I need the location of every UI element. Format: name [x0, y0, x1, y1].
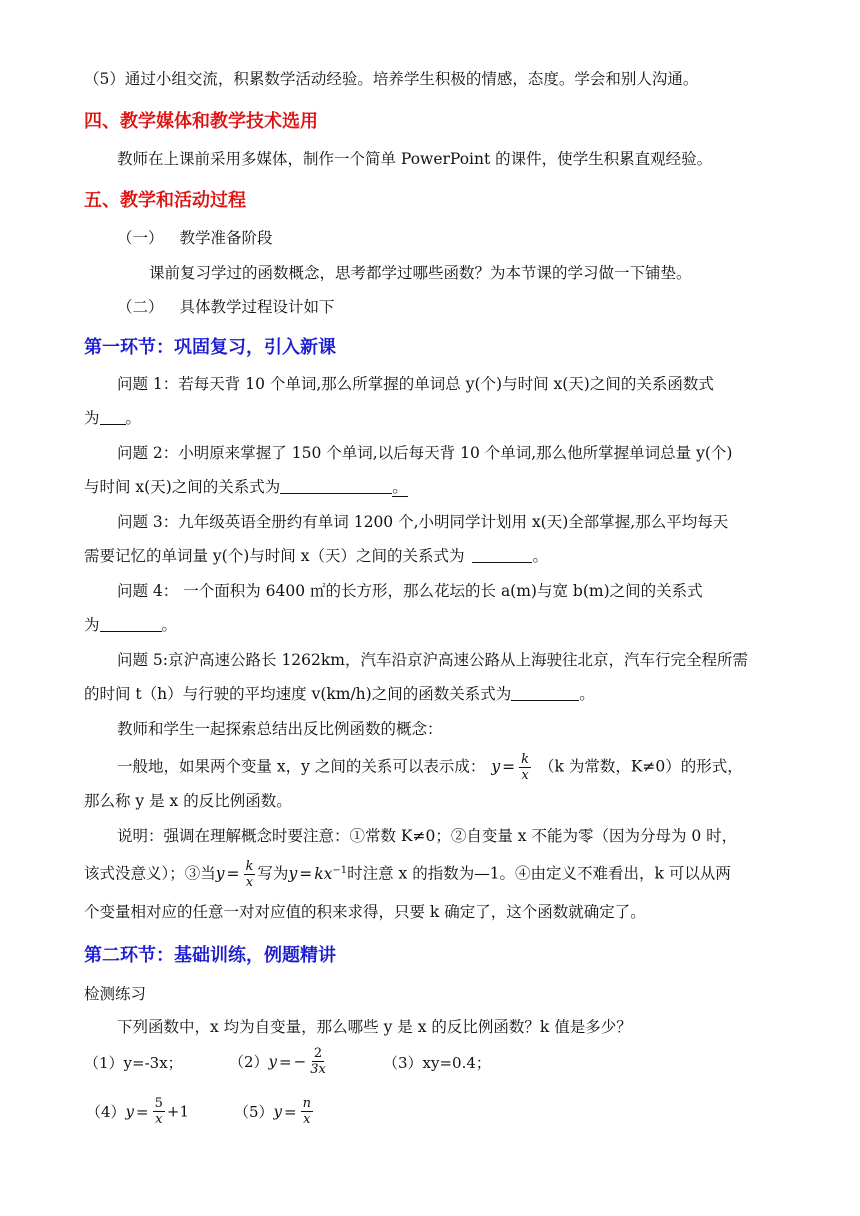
exercise-1: （1）y=-3x；	[84, 1054, 183, 1072]
subsection-1-title: 教学准备阶段	[179, 229, 273, 247]
heading-section-5: 五、教学和活动过程	[84, 190, 246, 211]
question-1-line-2: 为 。	[84, 409, 142, 427]
formula-k-over-x: $\frac{k}{x}$	[521, 752, 530, 783]
question-1-line-1: 问题 1：若每天背 10 个单词,那么所掌握的单词总 y(个)与时间 x(天)之间的关系函数式	[117, 375, 714, 393]
subsection-1	[117, 227, 273, 249]
answer-blank	[511, 684, 579, 701]
heading-section-4: 四、教学媒体和教学技术选用	[84, 111, 318, 132]
definition-line-1: 一般地，如果两个变量 x，y 之间的关系可以表示成： y = $\frac{k}{x}$ （k 为常数，K≠0）的形式，	[117, 752, 743, 783]
objective-5: （5）通过小组交流，积累数学活动经验。培养学生积极的情感，态度。学会和别人沟通。	[84, 70, 699, 88]
exercise-5: （5）y = $\frac{n}{x}$	[234, 1096, 311, 1127]
question-5-line-2: 的时间 t（h）与行驶的平均速度 v(km/h)之间的函数关系式为 。	[84, 685, 595, 703]
question-2-line-2: 与时间 x(天)之间的关系式为 。	[84, 478, 408, 496]
subsection-2	[117, 296, 335, 318]
answer-blank	[100, 408, 126, 425]
subsection-2-number: （二）	[117, 298, 164, 316]
question-4-line-1: 问题 4： 一个面积为 6400 ㎡的长方形，那么花坛的长 a(m)与宽 b(m)之间的关系式	[117, 582, 703, 600]
question-4-line-2: 为 。	[84, 616, 178, 634]
formula-2-over-3x: $\frac{2}{3x}$	[310, 1046, 326, 1077]
answer-blank	[280, 477, 392, 494]
formula-k-over-x: $\frac{k}{x}$	[245, 859, 254, 890]
exercise-4: （4）y = $\frac{5}{x}$ +1	[86, 1096, 190, 1127]
formula-n-over-x: $\frac{n}{x}$	[302, 1096, 311, 1127]
definition-line-2: 那么称 y 是 x 的反比例函数。	[84, 792, 292, 810]
heading-step-2: 第二环节：基础训练，例题精讲	[84, 945, 336, 966]
question-2-line-1: 问题 2：小明原来掌握了 150 个单词,以后每天背 10 个单词,那么他所掌握单词总量 y(个)	[117, 444, 733, 462]
answer-blank	[472, 546, 532, 563]
formula-5-over-x: $\frac{5}{x}$	[154, 1096, 163, 1127]
question-3-line-1: 问题 3：九年级英语全册约有单词 1200 个,小明同学计划用 x(天)全部掌握,那么平均每天	[117, 513, 729, 531]
exercise-3: （3）xy=0.4；	[383, 1054, 491, 1072]
prep-paragraph: 课前复习学过的函数概念，思考都学过哪些函数？为本节课的学习做一下铺垫。	[149, 264, 692, 282]
question-3-line-2: 需要记忆的单词量 y(个)与时间 x（天）之间的关系式为 。	[84, 547, 548, 565]
note-line-2: 该式没意义）；③当y = $\frac{k}{x}$ 写为$y = kx^{-1}$时注意 x 的指数为—1。④由定义不难看出，k 可以从两	[84, 859, 731, 890]
concept-intro: 教师和学生一起探索总结出反比例函数的概念：	[117, 720, 443, 738]
note-line-1: 说明：强调在理解概念时要注意：①常数 K≠0；②自变量 x 不能为零（因为分母为 0 时，	[117, 827, 738, 845]
answer-blank	[100, 615, 162, 632]
practice-question: 下列函数中，x 均为自变量，那么哪些 y 是 x 的反比例函数？k 值是多少？	[117, 1018, 632, 1036]
media-paragraph: 教师在上课前采用多媒体，制作一个简单 PowerPoint 的课件，使学生积累直观经验。	[117, 150, 713, 168]
practice-label: 检测练习	[84, 985, 147, 1003]
subsection-2-title: 具体教学过程设计如下	[179, 298, 335, 316]
note-line-3: 个变量相对应的任意一对对应值的积来求得，只要 k 确定了，这个函数就确定了。	[84, 903, 646, 921]
heading-step-1: 第一环节：巩固复习，引入新课	[84, 337, 336, 358]
question-5-line-1: 问题 5:京沪高速公路长 1262km，汽车沿京沪高速公路从上海驶往北京，汽车行完全程所需	[117, 651, 748, 669]
subsection-1-number: （一）	[117, 229, 164, 247]
formula-kx-inverse: $kx^{-1}$	[314, 864, 348, 883]
exercise-2: （2）y = − $\frac{2}{3x}$	[229, 1046, 326, 1077]
